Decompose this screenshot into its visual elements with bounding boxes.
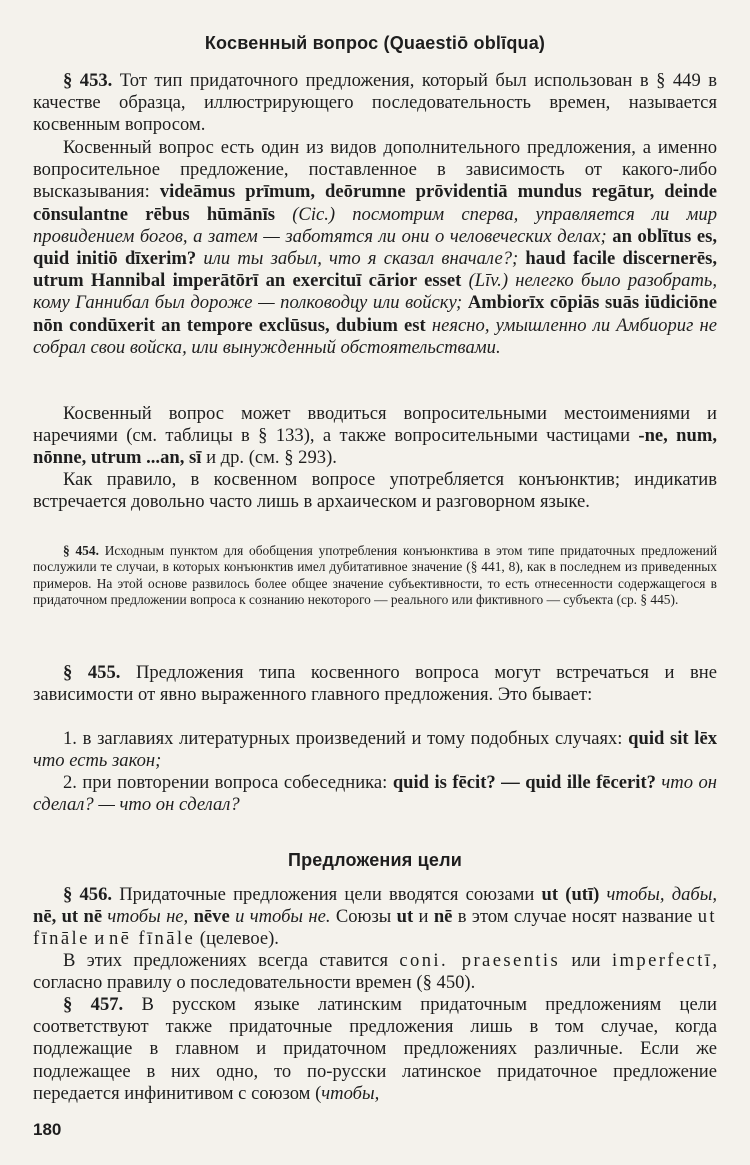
section-heading-purpose-clauses: Предложения цели [287,850,463,870]
paragraph-text: в этом случае носят название [452,906,698,928]
translation: что есть закон; [33,750,162,772]
paragraph-text: 1. в заглавиях литературных произведений и тому подобных случаях: [63,728,629,749]
paragraph-coni [33,950,717,994]
translation: и чтобы не. [229,906,331,928]
paragraph-453 [33,70,717,137]
section-heading-indirect-question: Косвенный вопрос (Quaestiō oblīqua) [204,33,546,53]
section-number: § 457. [63,994,124,1015]
latin-example: Ambiorīx cōpiās suās iūdiciōne nōn condūxerit an tempore exclūsus, dubium est [33,292,717,336]
latin-example: videāmus prīmum, deōrumne prōvidentiā mundus regātur, deinde cōnsulantne rēbus hūmānīs [33,181,717,225]
paragraph-text: и др. (см. § 293). [201,447,337,469]
paragraph-text: Исходным пунктом для обобщения употребления конъюнктива в этом типе придаточных предложений послужили те случаи, в которых конъюнктив имел дубитативное значение (§ 441, 8), как в последнем из приведенных примеров. На этой основе развилось более общее значение субъективности, то есть отнесенности содержащегося в придаточном предложении вопроса к сознанию некоторого — реального или фиктивного — субъекта (ср. § 445). [33,543,717,607]
list-item-1 [33,728,717,772]
section-number: § 454. [63,543,99,558]
spaced-term: imperfectī [611,950,713,971]
paragraph-text: Косвенный вопрос может вводиться вопросительными местоимениями и наречиями (см. таблицы в § 133), а также вопросительными частицами [33,403,717,447]
paragraph-455 [33,662,717,706]
latin-example: haud facile discernerēs, utrum Hannibal imperātōrī an exercituī cārior esset [33,248,717,292]
section-number: § 453. [63,70,113,91]
latin-conjunction: ut [396,906,414,928]
paragraph-text: Косвенный вопрос есть один из видов дополнительного предложения, а именно вопросительное предложение, поставленное в зависимость от какого-либо высказывания: [33,137,717,203]
paragraph-mood [33,469,717,513]
latin-example: quid sit lēx [628,728,717,749]
latin-conjunction: nēve [193,906,230,928]
section-number: § 455. [63,662,121,683]
translation: чтобы не, [102,906,194,928]
translation: что он сделал? — что он сделал? [33,772,718,816]
spaced-term: coni. praesentis [399,950,561,971]
translation: (Cic.) посмотрим сперва, управляется ли мир провидением богов, а затем — заботятся ли они о человеческих делах; [33,203,717,247]
latin-conjunction: nē, ut nē [33,906,103,928]
spaced-term: nē fīnāle [108,928,196,950]
page-number: 180 [33,1120,62,1139]
paragraph-particles [33,403,717,470]
paragraph-text: , согласно правилу о последовательности времен (§ 450). [33,950,717,994]
paragraph-text: В русском языке латинским придаточным предложениям цели соответствуют также придаточные предложения лишь в том случае, когда подлежащие в главном и придаточном предложениях различные. Если же подлежащее в них одно, то по-русски латинское придаточное предложение передается инфинитивом с союзом ( [33,994,717,1104]
paragraph-text: Придаточные предложения цели вводятся союзами [112,884,542,905]
list-item-2 [33,772,717,816]
paragraph-text: и [413,906,434,928]
latin-example: quid is fēcit? — quid ille fēcerit? [392,772,656,793]
latin-particles: -ne, num, nōnne, utrum ...an, sī [33,425,717,469]
paragraph-456 [33,884,717,951]
latin-example: an oblītus es, quid initiō dīxerim? [33,225,717,270]
paragraph-text: Как правило, в косвенном вопросе употребляется конъюнктив; индикатив встречается довольно часто лишь в архаическом и разговорном языке. [33,469,717,513]
paragraph-text: Предложения типа косвенного вопроса могут встречаться и вне зависимости от явно выраженного главного предложения. Это бывает: [33,662,717,706]
paragraph-text: и [89,928,109,950]
paragraph-text: 2. при повторении вопроса собеседника: [63,772,393,793]
translation: неясно, умышленно ли Амбиориг не собрал свои войска, или вынужденный обстоятельствами. [33,314,717,358]
paragraph-text: Тот тип придаточного предложения, который был использован в § 449 в качестве образца, иллюстрирующего последовательность времен, называется косвенным вопросом. [33,70,718,136]
paragraph-text: В этих предложениях всегда ставится [63,950,400,971]
paragraph-text: (целевое). [195,928,279,950]
paragraph-definition [33,137,717,359]
paragraph-457 [33,994,717,1105]
latin-conjunction: nē [433,906,453,928]
paragraph-text: Союзы [330,906,397,928]
translation: или ты забыл, что я сказал вначале?; [196,248,519,270]
section-number: § 456. [63,884,113,905]
translation: чтобы, дабы, [599,884,717,905]
paragraph-text: или [560,950,612,971]
translation: чтобы, [321,1082,380,1104]
spaced-term: ut fīnāle [33,906,717,950]
latin-conjunction: ut (utī) [541,884,600,905]
paragraph-454 [33,543,717,608]
translation: (Līv.) нелегко было разобрать, кому Ганнибал был дороже — полководцу или войску; [33,270,717,314]
